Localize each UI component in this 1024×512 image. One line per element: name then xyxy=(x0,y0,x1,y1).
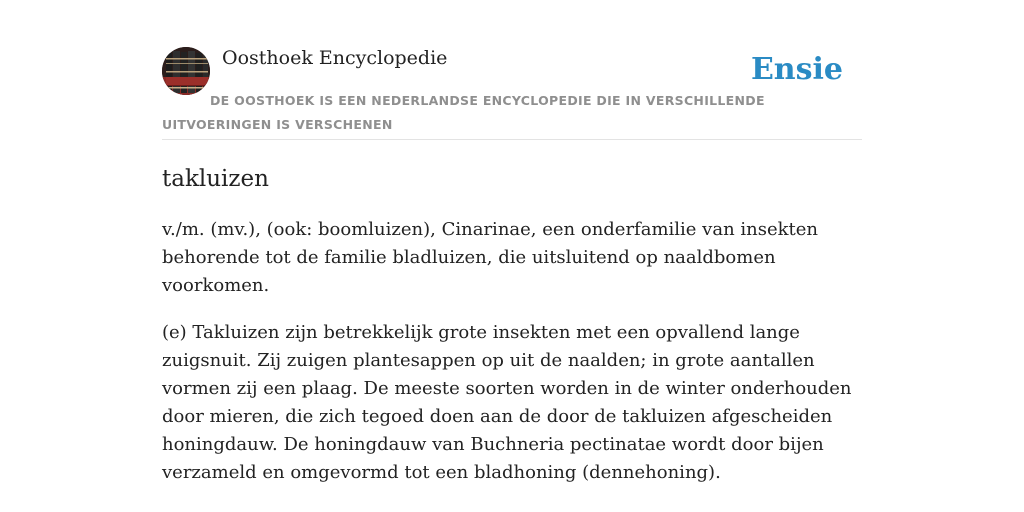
entry-paragraph: (e) Takluizen zijn betrekkelijk grote insekten met een opvallend lange zuigsnuit. Zij zuigen plantesappen op uit de naalden; in grote aantallen vormen zij een plaag. De meeste soorten worden in de winter onderhouden door mieren, die zich tegoed doen aan de door de takluizen afgescheiden honingdauw. De honingdauw van Buchneria pectinatae wordt door bijen verzameld en omgevormd tot een bladhoning (dennehoning). xyxy=(162,322,852,483)
brand-logo[interactable]: Ensie xyxy=(750,52,843,87)
entry-title: takluizen xyxy=(162,166,269,192)
site-tagline: DE OOSTHOEK IS EEN NEDERLANDSE ENCYCLOPEDIE DIE IN VERSCHILLENDE UITVOERINGEN IS VERSCHENEN xyxy=(162,93,765,132)
site-name[interactable]: Oosthoek Encyclopedie xyxy=(222,47,448,69)
header-divider xyxy=(162,139,862,140)
entry-body xyxy=(162,216,867,506)
avatar[interactable] xyxy=(162,47,210,95)
entry-paragraph: v./m. (mv.), (ook: boomluizen), Cinarinae, een onderfamilie van insekten behorende tot de familie bladluizen, die uitsluitend op naaldbomen voorkomen. xyxy=(162,219,819,296)
book-spines-icon xyxy=(162,47,210,95)
